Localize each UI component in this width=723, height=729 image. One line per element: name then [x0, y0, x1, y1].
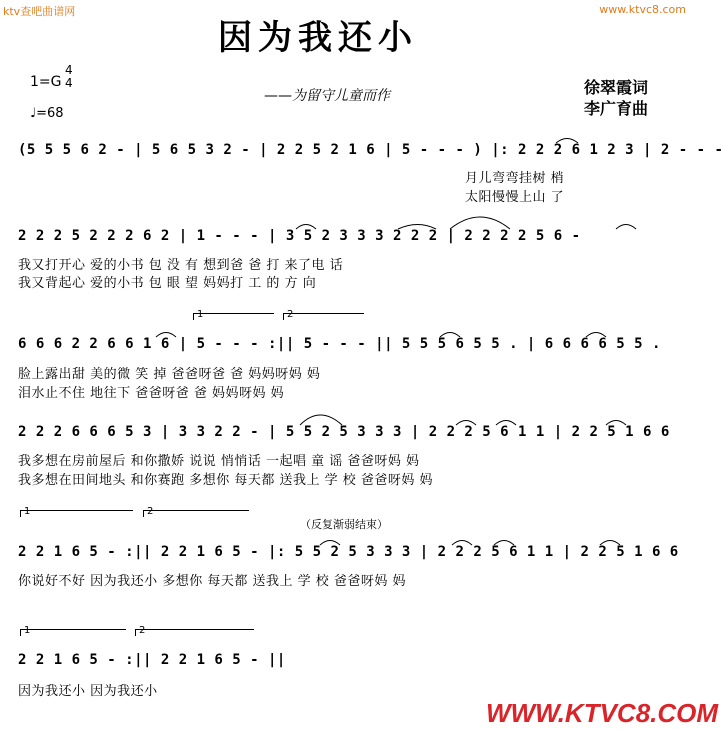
notation-row-1: (5 5 5 6 2 - | 5 6 5 3 2 - | 2 2 5 2 1 6 | 5 - - - ) |: 2 2 2 6 1 2 3 | 2 - - - [18, 142, 723, 158]
slur-arc [494, 541, 514, 546]
slur-arc [296, 225, 316, 230]
volta-2-bracket-c: 2 [135, 629, 254, 636]
slur-arc [586, 333, 606, 338]
slur-arc [606, 421, 626, 426]
volta-1-bracket-c: 1 [20, 629, 126, 636]
lyricist: 徐翠霞词 [584, 78, 649, 97]
slur-arc [456, 421, 476, 426]
notation-row-6: 2 2 1 6 5 - :|| 2 2 1 6 5 - || [18, 652, 286, 668]
key-signature: 1=G [30, 74, 62, 90]
slur-arc [398, 225, 436, 230]
lyric-row-4a: 我多想在房前屋后 和你撒娇 说说 悄悄话 一起唱 童 谣 爸爸呀妈 妈 [18, 454, 420, 469]
lyric-row-3a: 脸上露出甜 美的微 笑 掉 爸爸呀爸 爸 妈妈呀妈 妈 [18, 367, 321, 382]
slur-arc [496, 421, 516, 426]
lyric-row-1a: 月儿弯弯挂树 梢 [465, 171, 565, 186]
repeat-fade-note: （反复渐弱结束） [300, 518, 388, 531]
tempo-mark: ♩=68 [30, 106, 64, 121]
slur-arc [616, 225, 636, 230]
lyric-row-2b: 我又背起心 爱的小书 包 眼 望 妈妈打 工 的 方 向 [18, 276, 317, 291]
lyric-row-3b: 泪水止不住 地往下 爸爸呀爸 爸 妈妈呀妈 妈 [18, 386, 285, 401]
notation-row-3: 6 6 6 2 2 6 6 1 6 | 5 - - - :|| 5 - - - || 5 5 5 6 5 5 . | 6 6 6 6 5 5 . [18, 336, 661, 352]
time-signature: 4 4 [65, 63, 73, 90]
slur-arc [300, 415, 342, 425]
slur-arc [450, 217, 510, 229]
volta-1-bracket-b: 1 [20, 510, 133, 517]
slur-arc [440, 333, 460, 338]
composer: 李广育曲 [584, 99, 649, 118]
song-title: 因为我还小 [218, 18, 418, 58]
volta-2-bracket: 2 [283, 313, 364, 320]
watermark-right: www.ktvc8.com [599, 3, 686, 16]
slur-arc [556, 139, 578, 144]
slur-arc [452, 541, 472, 546]
notation-row-5: 2 2 1 6 5 - :|| 2 2 1 6 5 - |: 5 5 2 5 3 3 3 | 2 2 2 5 6 1 1 | 2 2 5 1 6 6 [18, 544, 679, 560]
watermark-left: ktv查吧曲谱网 [3, 5, 76, 18]
notation-row-4: 2 2 2 6 6 6 5 3 | 3 3 2 2 - | 5 5 2 5 3 3 3 | 2 2 2 5 6 1 1 | 2 2 5 1 6 6 [18, 424, 670, 440]
subtitle: ——为留守儿童而作 [264, 88, 390, 104]
notation-row-2: 2 2 2 5 2 2 2 6 2 | 1 - - - | 3 5 2 3 3 3 2 2 2 | 2 2 2 2 5 6 - [18, 228, 581, 244]
bottom-watermark: WWW.KTVC8.COM [486, 698, 719, 728]
slur-arc [320, 541, 340, 546]
lyric-row-6: 因为我还小 因为我还小 [18, 684, 158, 699]
slur-arc [600, 541, 620, 546]
lyric-row-2a: 我又打开心 爱的小书 包 没 有 想到爸 爸 打 来了电 话 [18, 258, 344, 273]
lyric-row-1b: 太阳慢慢上山 了 [465, 190, 565, 205]
slur-arc [156, 333, 176, 338]
lyric-row-4b: 我多想在田间地头 和你赛跑 多想你 每天都 送我上 学 校 爸爸呀妈 妈 [18, 473, 434, 488]
volta-2-bracket-b: 2 [143, 510, 249, 517]
volta-1-bracket: 1 [193, 313, 274, 320]
lyric-row-5: 你说好不好 因为我还小 多想你 每天都 送我上 学 校 爸爸呀妈 妈 [18, 574, 407, 589]
